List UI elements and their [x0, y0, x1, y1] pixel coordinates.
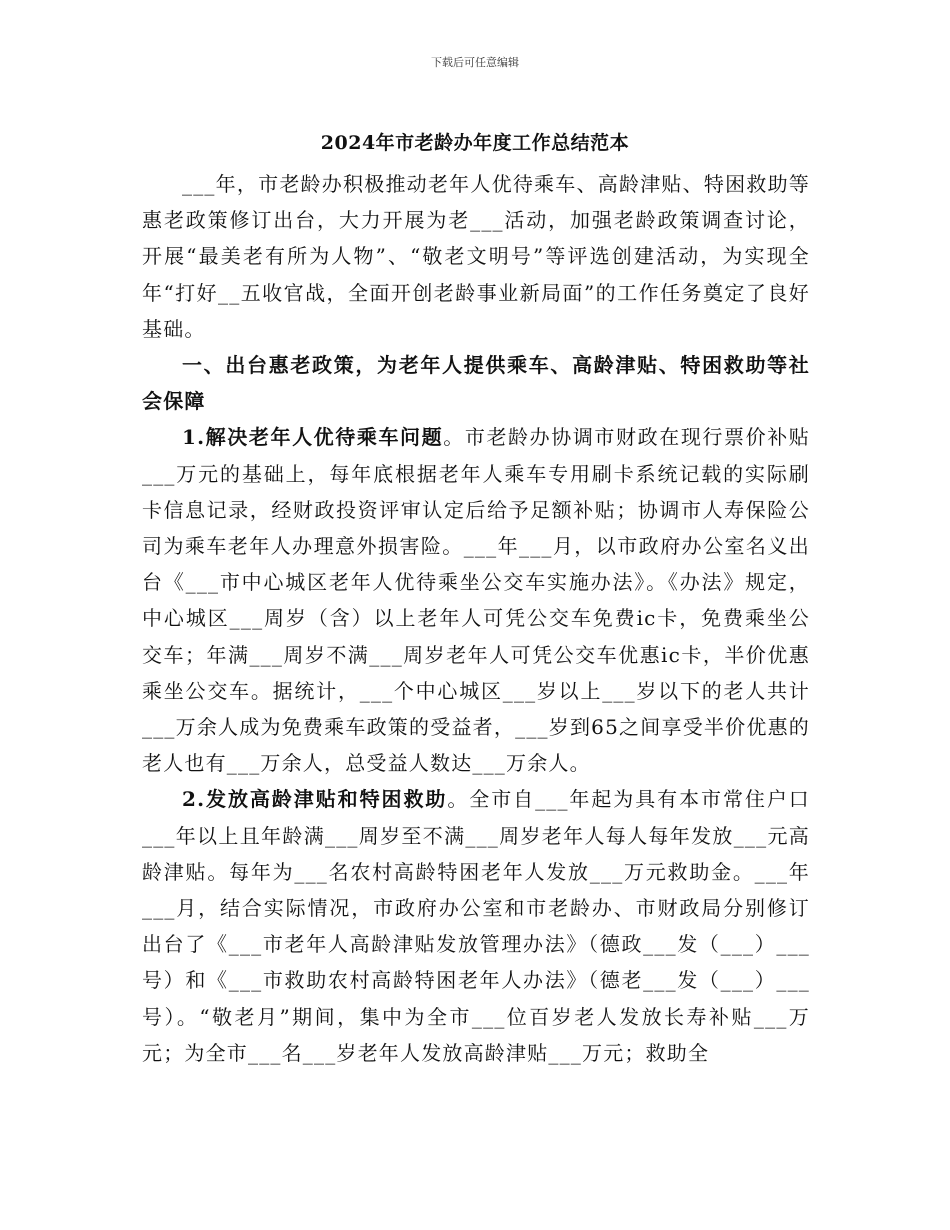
- item-2-text: 。全市自___年起为具有本市常住户口___年以上且年龄满___周岁至不满___周岁老年人每人每年发放___元高龄津贴。每年为___名农村高龄特困老年人发放___万元救助金。___年___月，结合实际情况，市政府办公室和市老龄办、市财政局分别修订出台了《___市老年人高龄津贴发放管理办法》（德政___发（___）___号）和《___市救助农村高龄特困老年人办法》（德老___发（___）___号）。“敬老月”期间，集中为全市___位百岁老人发放长寿补贴___万元；为全市___名___岁老年人发放高龄津贴___万元；救助全: [142, 787, 810, 1065]
- item-2-lead: 2.发放高龄津贴和特困救助: [182, 787, 448, 812]
- item-1-paragraph: [142, 419, 810, 781]
- header-note: 下载后可任意编辑: [431, 56, 519, 69]
- item-1-text: 。市老龄办协调市财政在现行票价补贴___万元的基础上，每年底根据老年人乘车专用刷卡系统记载的实际刷卡信息记录，经财政投资评审认定后给予足额补贴；协调市人寿保险公司为乘车老年人办理意外损害险。___年___月，以市政府办公室名义出台《___市中心城区老年人优待乘坐公交车实施办法》。《办法》规定，中心城区___周岁（含）以上老年人可凭公交车免费ic卡，免费乘坐公交车；年满___周岁不满___周岁老年人可凭公交车优惠ic卡，半价优惠乘坐公交车。据统计，___个中心城区___岁以上___岁以下的老人共计___万余人成为免费乘车政策的受益者，___岁到65之间享受半价优惠的老人也有___万余人，总受益人数达___万余人。: [142, 425, 810, 776]
- document-title: 2024年市老龄办年度工作总结范本: [320, 132, 630, 154]
- intro-paragraph: ___年，市老龄办积极推动老年人优待乘车、高龄津贴、特困救助等惠老政策修订出台，大力开展为老___活动，加强老龄政策调查讨论，开展“最美老有所为人物”、“敬老文明号”等评选创建活动，为实现全年“打好__五收官战，全面开创老龄事业新局面”的工作任务奠定了良好基础。: [142, 172, 810, 341]
- item-1-lead: 1.解决老年人优待乘车问题: [182, 425, 444, 450]
- document-body: [142, 166, 810, 1071]
- item-2-paragraph: [142, 781, 810, 1071]
- section-heading-1: 一、出台惠老政策，为老年人提供乘车、高龄津贴、特困救助等社会保障: [142, 353, 810, 414]
